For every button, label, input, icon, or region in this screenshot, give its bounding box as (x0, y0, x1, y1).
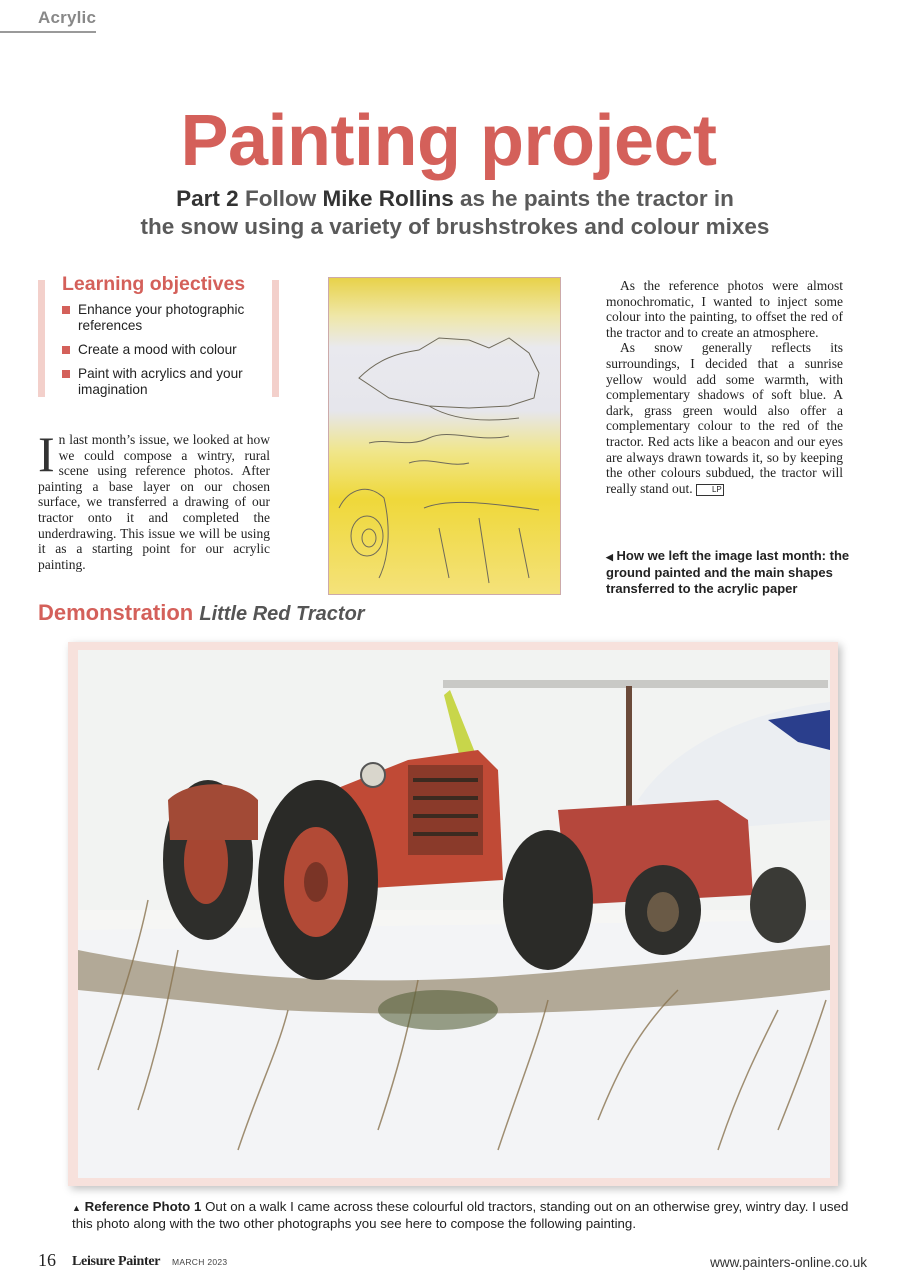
drop-cap: I (38, 426, 55, 482)
intro-paragraph: n last month’s issue, we looked at how we could compose a wintry, rural scene using reference photos. After painting a base layer on our chosen surface, we transferred a drawing of our tractor onto it and completed the underdrawing. This issue we will be using it as a starting point for our acrylic painting. (38, 432, 270, 572)
subtitle-text2: as he paints the tractor in (460, 186, 734, 211)
intro-text (38, 426, 270, 572)
reference-photo (78, 650, 830, 1178)
issue-date: MARCH 2023 (172, 1257, 228, 1267)
subtitle (100, 185, 810, 241)
section-rule (0, 31, 96, 33)
caption-lead: Reference Photo 1 (84, 1199, 202, 1214)
page-title: Painting project (180, 101, 717, 181)
website-link[interactable]: www.painters-online.co.uk (710, 1255, 867, 1270)
caption-text: Out on a walk I came across these colourful old tractors, standing out on an otherwise grey, wintry day. I used this photo along with the two other photographs you see here to compose the following painting. (72, 1199, 849, 1231)
objective-item: Create a mood with colour (62, 342, 272, 358)
triangle-up-icon: ▲ (72, 1203, 81, 1213)
underdrawing-image (328, 277, 561, 595)
page-number: 16 (38, 1250, 56, 1270)
objectives-list (62, 302, 272, 406)
square-bullet-icon (62, 370, 70, 378)
triangle-left-icon: ◀ (606, 552, 613, 562)
objective-item: Enhance your photographic references (62, 302, 272, 334)
subtitle-author: Mike Rollins (322, 186, 454, 211)
subtitle-part: Part 2 (176, 186, 239, 211)
square-bullet-icon (62, 346, 70, 354)
section-tag: Acrylic (38, 8, 97, 27)
objectives-left-bar (38, 280, 45, 397)
square-bullet-icon (62, 306, 70, 314)
demo-label: Demonstration (38, 600, 194, 625)
paragraph-2: As snow generally reflects its surroundings, I decided that a sunrise yellow would add some warmth, with complementary shadows of soft blue. A dark, grass green would also offer a complementary colour to the red of the tractor. Red acts like a beacon and our eyes are always drawn towards it, so by keeping the other colours subdued, the tractor will really stand out. LP (606, 340, 843, 496)
subtitle-text1: Follow (244, 186, 317, 211)
demonstration-heading (38, 600, 365, 626)
objective-item: Paint with acrylics and your imagination (62, 366, 272, 398)
body-column-right (606, 278, 843, 496)
underdrawing-caption: ◀ How we left the image last month: the ground painted and the main shapes transferred to the acrylic paper (606, 548, 850, 596)
objectives-title: Learning objectives (62, 273, 246, 295)
reference-photo-caption (72, 1199, 852, 1232)
objectives-right-bar (272, 280, 279, 397)
subtitle-line2: the snow using a variety of brushstrokes and colour mixes (140, 214, 770, 239)
demo-title: Little Red Tractor (199, 603, 365, 625)
magazine-name: Leisure Painter (72, 1254, 161, 1269)
reference-photo-frame (68, 642, 838, 1186)
paragraph-1: As the reference photos were almost monochromatic, I wanted to inject some colour into the painting, to offset the red of the tractor and to create an atmosphere. (606, 278, 843, 340)
end-mark: LP (696, 484, 724, 496)
